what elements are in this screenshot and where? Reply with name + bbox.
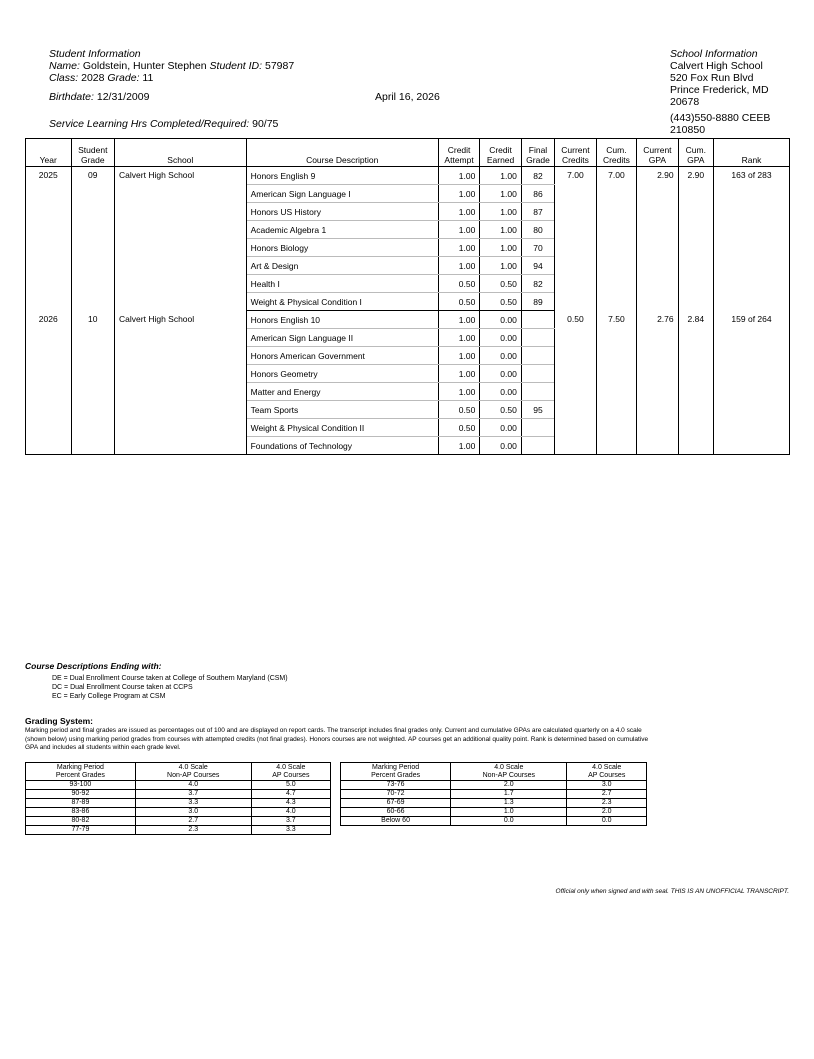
course-name-cell: Health I bbox=[246, 275, 438, 293]
credit-attempt-cell: 1.00 bbox=[438, 365, 479, 383]
credit-attempt-cell: 0.50 bbox=[438, 419, 479, 437]
grading-scale-header bbox=[26, 763, 331, 781]
grading-scale-cell: 77-79 bbox=[26, 826, 136, 835]
credit-attempt-cell: 0.50 bbox=[438, 275, 479, 293]
cum-gpa-cell: 2.84 bbox=[678, 311, 713, 455]
col-year: Year bbox=[26, 139, 72, 167]
cum-credits-cell: 7.50 bbox=[596, 311, 636, 455]
birthdate-label: Birthdate: bbox=[49, 91, 94, 103]
school-name: Calvert High School bbox=[670, 60, 763, 72]
col-current-gpa: Current GPA bbox=[637, 139, 678, 167]
col-student-grade: Student Grade bbox=[71, 139, 115, 167]
credit-earned-cell: 0.00 bbox=[480, 437, 521, 455]
grading-system-title: Grading System: bbox=[25, 716, 94, 726]
school-address1: 520 Fox Run Blvd bbox=[670, 72, 754, 84]
final-grade-cell: 80 bbox=[521, 221, 554, 239]
year-cell: 2026 bbox=[26, 311, 72, 455]
credit-earned-cell: 1.00 bbox=[480, 239, 521, 257]
credit-attempt-cell: 0.50 bbox=[438, 401, 479, 419]
final-grade-cell bbox=[521, 365, 554, 383]
student-grade: 11 bbox=[142, 72, 154, 84]
col-current-credits: Current Credits bbox=[555, 139, 596, 167]
school-zip: 20678 bbox=[670, 96, 700, 108]
grading-scale-cell: 4.0 bbox=[251, 808, 330, 817]
final-grade-cell bbox=[521, 383, 554, 401]
grading-scale-cell: 1.0 bbox=[451, 808, 567, 817]
school-info-heading: School Information bbox=[670, 48, 758, 60]
course-name-cell: Matter and Energy bbox=[246, 383, 438, 401]
grading-scale-header-cell: 4.0 Scale AP Courses bbox=[567, 763, 647, 781]
final-grade-cell: 70 bbox=[521, 239, 554, 257]
credit-attempt-cell: 1.00 bbox=[438, 203, 479, 221]
credit-attempt-cell: 1.00 bbox=[438, 347, 479, 365]
grading-scale-cell: 2.7 bbox=[135, 817, 251, 826]
final-grade-cell: 82 bbox=[521, 167, 554, 185]
course-name-cell: Team Sports bbox=[246, 401, 438, 419]
course-name-cell: Weight & Physical Condition II bbox=[246, 419, 438, 437]
birthdate: 12/31/2009 bbox=[96, 91, 150, 103]
grading-scale-row bbox=[26, 817, 331, 826]
student-grade-cell: 10 bbox=[71, 311, 115, 455]
grading-scale-table-right bbox=[340, 762, 647, 826]
grading-scale-row bbox=[341, 817, 647, 826]
credit-attempt-cell: 1.00 bbox=[438, 329, 479, 347]
course-name-cell: American Sign Language I bbox=[246, 185, 438, 203]
grading-scale-cell: Below 60 bbox=[341, 817, 451, 826]
grading-scale-cell: 70-72 bbox=[341, 790, 451, 799]
col-school: School bbox=[115, 139, 247, 167]
rank-cell: 163 of 283 bbox=[714, 167, 790, 311]
grading-scale-cell: 3.3 bbox=[251, 826, 330, 835]
credit-earned-cell: 0.50 bbox=[480, 293, 521, 311]
course-name-cell: Honors English 9 bbox=[246, 167, 438, 185]
school-phone-ceeb: (443)550-8880 CEEB bbox=[670, 112, 771, 124]
cum-credits-cell: 7.00 bbox=[596, 167, 636, 311]
credit-earned-cell: 1.00 bbox=[480, 221, 521, 239]
credit-earned-cell: 0.00 bbox=[480, 383, 521, 401]
grading-scale-row bbox=[26, 799, 331, 808]
final-grade-cell bbox=[521, 419, 554, 437]
credit-earned-cell: 0.00 bbox=[480, 311, 521, 329]
col-cum-gpa: Cum. GPA bbox=[678, 139, 713, 167]
grading-scale-row bbox=[26, 781, 331, 790]
grading-scale-cell: 1.7 bbox=[451, 790, 567, 799]
current-gpa-cell: 2.90 bbox=[637, 167, 678, 311]
grading-scale-cell: 60-66 bbox=[341, 808, 451, 817]
grading-scale-cell: 3.0 bbox=[567, 781, 647, 790]
grade-label: Grade: bbox=[107, 72, 140, 84]
col-credit-earned: Credit Earned bbox=[480, 139, 521, 167]
final-grade-cell bbox=[521, 347, 554, 365]
cum-gpa-cell: 2.90 bbox=[678, 167, 713, 311]
grading-scale-cell: 67-69 bbox=[341, 799, 451, 808]
credit-attempt-cell: 1.00 bbox=[438, 221, 479, 239]
grading-scale-header-cell: Marking Period Percent Grades bbox=[341, 763, 451, 781]
grading-scale-cell: 1.3 bbox=[451, 799, 567, 808]
course-name-cell: Honors English 10 bbox=[246, 311, 438, 329]
grading-scale-table-left bbox=[25, 762, 331, 835]
grading-scale-cell: 2.7 bbox=[567, 790, 647, 799]
student-info bbox=[49, 48, 294, 103]
credit-attempt-cell: 1.00 bbox=[438, 185, 479, 203]
transcript-body bbox=[26, 167, 790, 455]
service-learning bbox=[49, 118, 278, 130]
report-date: April 16, 2026 bbox=[375, 91, 440, 103]
course-name-cell: Honors Biology bbox=[246, 239, 438, 257]
grading-scale-cell: 3.7 bbox=[251, 817, 330, 826]
course-name-cell: Art & Design bbox=[246, 257, 438, 275]
student-info-heading: Student Information bbox=[49, 48, 141, 60]
credit-earned-cell: 0.00 bbox=[480, 365, 521, 383]
course-name-cell: Foundations of Technology bbox=[246, 437, 438, 455]
grading-scale-cell: 80-82 bbox=[26, 817, 136, 826]
grading-scale-row bbox=[341, 781, 647, 790]
school-ceeb: 210850 bbox=[670, 124, 706, 136]
col-final-grade: Final Grade bbox=[521, 139, 554, 167]
credit-earned-cell: 0.00 bbox=[480, 329, 521, 347]
course-name-cell: Honors Geometry bbox=[246, 365, 438, 383]
credit-earned-cell: 0.00 bbox=[480, 347, 521, 365]
course-description-item: EC = Early College Program at CSM bbox=[52, 693, 166, 700]
grading-scale-cell: 4.7 bbox=[251, 790, 330, 799]
credit-earned-cell: 0.00 bbox=[480, 419, 521, 437]
credit-attempt-cell: 1.00 bbox=[438, 383, 479, 401]
school-address2: Prince Frederick, MD bbox=[670, 84, 769, 96]
class-label: Class: bbox=[49, 72, 79, 84]
transcript-table bbox=[25, 138, 790, 455]
student-id: 57987 bbox=[264, 60, 295, 72]
credit-earned-cell: 0.50 bbox=[480, 401, 521, 419]
grading-scale-header-cell: Marking Period Percent Grades bbox=[26, 763, 136, 781]
year-cell: 2025 bbox=[26, 167, 72, 311]
grading-scale-cell: 90-92 bbox=[26, 790, 136, 799]
grading-scale-cell: 2.0 bbox=[451, 781, 567, 790]
grading-scale-row bbox=[26, 826, 331, 835]
final-grade-cell: 86 bbox=[521, 185, 554, 203]
grading-system-text: Marking period and final grades are issued as percentages out of 100 and are displayed on report cards. The transcript includes final grades only. Current and cumulative GPAs are calculated quarterly on a 4.0 scale (shown below) using marking period grades from courses with attempted credits (not final grades). Honors courses are not weighted. AP courses get an additional quality point. Rank is determined based on cumulative GPA and includes all students within each grade level. bbox=[25, 727, 649, 751]
course-name-cell: Academic Algebra 1 bbox=[246, 221, 438, 239]
grading-scale-cell: 83-86 bbox=[26, 808, 136, 817]
credit-attempt-cell: 1.00 bbox=[438, 257, 479, 275]
credit-attempt-cell: 1.00 bbox=[438, 311, 479, 329]
grading-scale-cell: 3.0 bbox=[135, 808, 251, 817]
credit-attempt-cell: 0.50 bbox=[438, 293, 479, 311]
credit-earned-cell: 1.00 bbox=[480, 257, 521, 275]
student-id-label: Student ID: bbox=[209, 60, 263, 72]
final-grade-cell bbox=[521, 311, 554, 329]
current-gpa-cell: 2.76 bbox=[637, 311, 678, 455]
course-descriptions-title: Course Descriptions Ending with: bbox=[25, 661, 162, 671]
final-grade-cell bbox=[521, 329, 554, 347]
footer-note: Official only when signed and with seal. THIS IS AN UNOFFICIAL TRANSCRIPT. bbox=[555, 888, 789, 895]
grading-scale-cell: 2.0 bbox=[567, 808, 647, 817]
credit-attempt-cell: 1.00 bbox=[438, 437, 479, 455]
service-label: Service Learning Hrs Completed/Required: bbox=[49, 118, 250, 130]
final-grade-cell: 95 bbox=[521, 401, 554, 419]
credit-earned-cell: 0.50 bbox=[480, 275, 521, 293]
course-row bbox=[26, 167, 790, 185]
school-cell: Calvert High School bbox=[115, 311, 247, 455]
credit-earned-cell: 1.00 bbox=[480, 185, 521, 203]
name-label: Name: bbox=[49, 60, 80, 72]
school-cell: Calvert High School bbox=[115, 167, 247, 311]
service-hours: 90/75 bbox=[252, 118, 279, 130]
grading-scale-row bbox=[26, 790, 331, 799]
grading-scale-cell: 2.3 bbox=[135, 826, 251, 835]
grading-scale-cell: 0.0 bbox=[567, 817, 647, 826]
rank-cell: 159 of 264 bbox=[714, 311, 790, 455]
course-name-cell: American Sign Language II bbox=[246, 329, 438, 347]
course-row bbox=[26, 311, 790, 329]
grading-scale-cell: 93-100 bbox=[26, 781, 136, 790]
final-grade-cell: 87 bbox=[521, 203, 554, 221]
grading-scale-row bbox=[341, 808, 647, 817]
credit-attempt-cell: 1.00 bbox=[438, 239, 479, 257]
student-class: 2028 bbox=[81, 72, 105, 84]
grading-scale-row bbox=[341, 790, 647, 799]
course-name-cell: Honors American Government bbox=[246, 347, 438, 365]
current-credits-cell: 0.50 bbox=[555, 311, 596, 455]
final-grade-cell: 89 bbox=[521, 293, 554, 311]
grading-scale-cell: 0.0 bbox=[451, 817, 567, 826]
school-info bbox=[670, 48, 770, 136]
grading-scale-row bbox=[26, 808, 331, 817]
grading-scale-row bbox=[341, 799, 647, 808]
grading-scale-cell: 73-76 bbox=[341, 781, 451, 790]
grading-scale-header-cell: 4.0 Scale Non-AP Courses bbox=[451, 763, 567, 781]
grading-scale-cell: 3.3 bbox=[135, 799, 251, 808]
current-credits-cell: 7.00 bbox=[555, 167, 596, 311]
grading-scale-header-cell: 4.0 Scale AP Courses bbox=[251, 763, 330, 781]
student-name: Goldstein, Hunter Stephen bbox=[82, 60, 207, 72]
col-cum-credits: Cum. Credits bbox=[596, 139, 636, 167]
final-grade-cell: 94 bbox=[521, 257, 554, 275]
course-description-item: DE = Dual Enrollment Course taken at College of Southern Maryland (CSM) bbox=[52, 675, 288, 682]
course-name-cell: Honors US History bbox=[246, 203, 438, 221]
col-course: Course Description bbox=[246, 139, 438, 167]
course-descriptions-list bbox=[52, 674, 288, 701]
course-name-cell: Weight & Physical Condition I bbox=[246, 293, 438, 311]
student-grade-cell: 09 bbox=[71, 167, 115, 311]
grading-scale-cell: 2.3 bbox=[567, 799, 647, 808]
grading-scale-cell: 4.0 bbox=[135, 781, 251, 790]
course-description-item: DC = Dual Enrollment Course taken at CCPS bbox=[52, 684, 193, 691]
grading-scale-header bbox=[341, 763, 647, 781]
grading-scale-header-cell: 4.0 Scale Non-AP Courses bbox=[135, 763, 251, 781]
credit-attempt-cell: 1.00 bbox=[438, 167, 479, 185]
col-rank: Rank bbox=[714, 139, 790, 167]
grading-scale-cell: 87-89 bbox=[26, 799, 136, 808]
final-grade-cell bbox=[521, 437, 554, 455]
grading-scale-cell: 4.3 bbox=[251, 799, 330, 808]
col-credit-attempt: Credit Attempt bbox=[438, 139, 479, 167]
credit-earned-cell: 1.00 bbox=[480, 203, 521, 221]
header-row bbox=[26, 139, 790, 167]
grading-scale-cell: 3.7 bbox=[135, 790, 251, 799]
final-grade-cell: 82 bbox=[521, 275, 554, 293]
grading-scale-cell: 5.0 bbox=[251, 781, 330, 790]
credit-earned-cell: 1.00 bbox=[480, 167, 521, 185]
